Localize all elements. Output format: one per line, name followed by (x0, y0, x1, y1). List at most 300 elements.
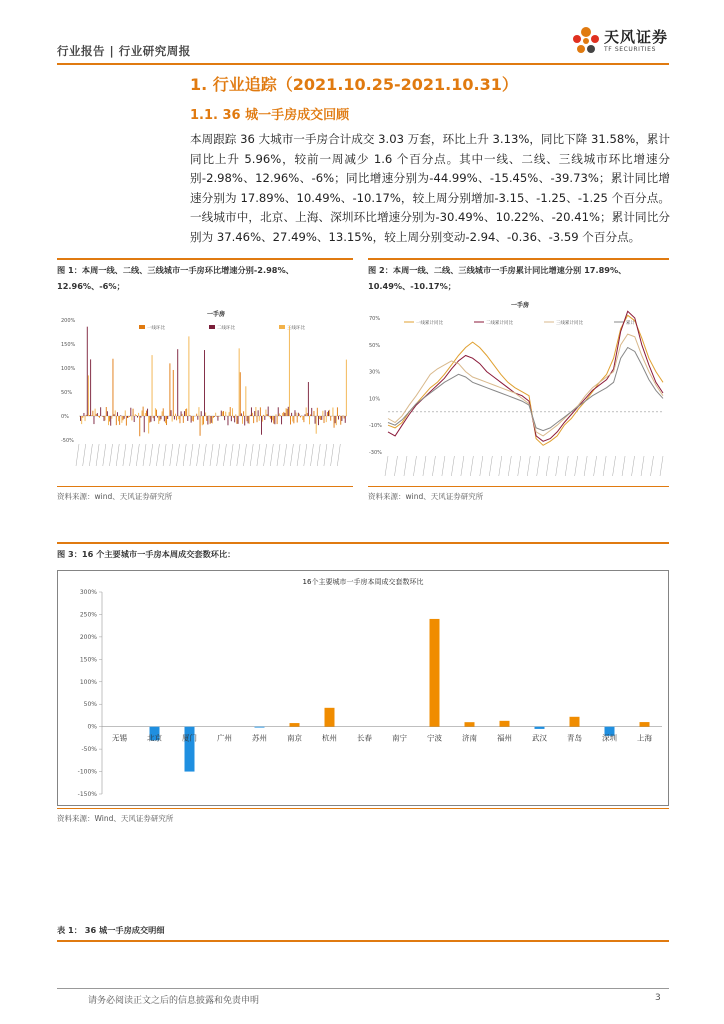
header-divider (57, 63, 669, 65)
fig2-date-tick (641, 456, 644, 476)
summary-paragraph: 本周跟踪 36 大城市一手房合计成交 3.03 万套，环比上升 3.13%，同比下降 31.58%，累计同比上升 5.96%，较前一周减少 1.6 个百分点。其中一线、二线、三线城市环比增速分别-2.98%、12.96%、-6%；同比增速分别为-44.99%、-15.45%、-39.73%；累计同比增速分别为 17.89%、10.49%、-10.17%，较上周分别增加-3.15、-1.25、-1.25 个百分点。一线城市中，北京、上海、深圳环比增速分别为-30.49%、10.22%、-20.41%；累计同比分别为 37.46%、27.49%、13.15%，较上周分别变动-2.94、-0.36、-3.59 个百分点。 (190, 132, 670, 244)
fig1-bar (125, 410, 126, 416)
fig1-date-tick (270, 444, 273, 466)
fig1-bar (219, 416, 220, 417)
fig1-bar (155, 408, 156, 416)
fig3-bar (500, 721, 510, 727)
fig1-bar (150, 416, 151, 422)
fig3-ytick-label: 300% (79, 589, 97, 596)
fig1-bar (175, 414, 176, 416)
fig1-bar (345, 416, 346, 423)
fig2-date-tick (518, 456, 521, 476)
fig1-bar (243, 411, 244, 416)
fig1-bar (344, 416, 345, 418)
fig1-bar (325, 410, 326, 416)
fig1-bar (242, 416, 243, 424)
fig1-bar (303, 416, 304, 422)
fig1-bar (114, 414, 115, 416)
figure1-source: 资料来源：wind、天风证券研究所 (57, 492, 173, 501)
fig1-bar (173, 370, 174, 416)
fig1-bar (248, 416, 249, 423)
fig3-category-label: 无锡 (112, 733, 127, 743)
fig1-bar (217, 416, 218, 421)
fig2-date-tick (404, 456, 407, 476)
fig1-bar (311, 408, 312, 416)
fig1-bar (328, 411, 329, 416)
fig3-bar (640, 722, 650, 727)
fig1-bar (158, 416, 159, 424)
fig1-ytick-label: 150% (61, 342, 76, 348)
logo-flower-icon (570, 24, 602, 58)
fig1-bar (326, 416, 327, 422)
fig2-date-tick (660, 456, 663, 476)
fig1-bar (140, 416, 141, 418)
fig2-date-tick (499, 456, 502, 476)
fig2-ytick-label: 70% (369, 316, 381, 322)
fig1-date-tick (177, 444, 180, 466)
fig1-bar (135, 414, 136, 416)
fig3-category-label: 上海 (637, 733, 652, 743)
fig1-bar (317, 408, 318, 416)
fig1-bar (178, 416, 179, 419)
fig1-date-tick (250, 444, 253, 466)
fig1-date-tick (190, 444, 193, 466)
fig1-bar (318, 416, 319, 425)
fig1-bar (215, 413, 216, 416)
figure1-top-rule (57, 258, 353, 260)
fig1-bar (117, 412, 118, 416)
fig1-bar (337, 407, 338, 416)
fig1-chart-title: 一手房 (207, 311, 226, 318)
fig1-ytick-label: 200% (61, 318, 76, 324)
figure1-chart (57, 300, 353, 482)
fig1-bar (321, 416, 322, 420)
fig1-bar (207, 416, 208, 425)
fig1-bar (86, 415, 87, 416)
fig1-bar (261, 416, 262, 435)
fig2-date-tick (537, 456, 540, 476)
fig2-ytick-label: -10% (369, 423, 382, 430)
fig1-bar (263, 415, 264, 416)
fig1-bar (191, 416, 192, 423)
fig2-date-tick (622, 456, 625, 476)
fig1-bar (324, 416, 325, 423)
figure2-chart (368, 300, 669, 482)
fig2-date-tick (489, 456, 492, 476)
fig1-bar (290, 416, 291, 424)
fig1-bar (235, 414, 236, 416)
fig1-date-tick (337, 444, 340, 466)
fig1-date-tick (156, 444, 159, 466)
fig1-bar (251, 407, 252, 416)
fig2-ytick-label: 10% (369, 396, 381, 403)
fig1-date-tick (163, 444, 166, 466)
fig1-bar (341, 416, 342, 421)
fig1-bar (282, 413, 283, 416)
fig1-bar (174, 416, 175, 419)
fig1-bar (110, 416, 111, 426)
fig1-bar (94, 416, 95, 424)
fig1-bar (299, 414, 300, 416)
fig3-bar (325, 708, 335, 727)
fig1-bar (253, 416, 254, 423)
fig1-date-tick (110, 444, 113, 466)
fig2-date-tick (461, 456, 464, 476)
fig1-bar (85, 416, 86, 421)
fig3-category-label: 南宁 (392, 733, 407, 743)
fig1-bar (257, 416, 258, 422)
fig3-bar (535, 727, 545, 729)
fig1-bar (127, 416, 128, 418)
fig3-category-label: 济南 (462, 733, 477, 743)
fig1-bar (305, 414, 306, 416)
fig1-bar (171, 410, 172, 416)
fig1-date-tick (277, 444, 280, 466)
fig1-bar (128, 416, 129, 418)
fig1-bar (287, 409, 288, 416)
fig1-bar (300, 416, 301, 417)
fig1-bar (228, 416, 229, 425)
fig3-category-label: 武汉 (532, 733, 547, 743)
fig1-bar (90, 359, 91, 416)
fig1-bar (115, 410, 116, 416)
fig1-bar (222, 412, 223, 416)
fig1-bar (314, 411, 315, 416)
fig3-ytick-label: 100% (79, 678, 97, 686)
fig1-bar (87, 327, 88, 416)
fig1-bar (262, 416, 263, 422)
fig1-ytick-label: 0% (61, 414, 69, 420)
fig1-bar (236, 416, 237, 424)
fig1-bar (254, 411, 255, 416)
fig3-category-label: 深圳 (602, 733, 617, 743)
fig1-bar (339, 415, 340, 416)
fig2-series-line (388, 334, 663, 436)
fig1-date-tick (210, 444, 213, 466)
fig1-bar (188, 336, 189, 416)
fig1-bar (193, 416, 194, 421)
fig1-date-tick (297, 444, 300, 466)
fig1-date-tick (237, 444, 240, 466)
fig1-legend-swatch (209, 325, 215, 329)
fig1-legend-label: 一线环比 (147, 326, 165, 331)
fig1-bar (206, 416, 207, 421)
fig2-date-tick (432, 456, 435, 476)
fig1-date-tick (103, 444, 106, 466)
figure2-top-rule (368, 258, 669, 260)
fig1-bar (279, 413, 280, 416)
fig1-bar (198, 407, 199, 416)
fig1-bar (310, 414, 311, 416)
report-category: 行业报告 | 行业研究周报 (57, 44, 191, 58)
fig2-chart-title: 一手房 (511, 302, 530, 309)
fig1-bar (270, 416, 271, 419)
fig1-bar (142, 410, 143, 416)
fig1-bar (278, 407, 279, 416)
fig3-chart-title: 16个主要城市一手房本周成交套数环比 (302, 578, 424, 586)
fig1-bar (283, 412, 284, 416)
fig1-bar (183, 416, 184, 423)
logo-chinese-name: 天风证券 (604, 28, 669, 46)
fig2-date-tick (603, 456, 606, 476)
fig1-bar (277, 416, 278, 424)
fig1-date-tick (311, 444, 314, 466)
fig3-category-label: 宁波 (427, 733, 442, 743)
fig1-bar (182, 414, 183, 416)
fig1-bar (211, 416, 212, 423)
fig1-bar (315, 416, 316, 424)
fig1-legend-swatch (139, 325, 145, 329)
fig1-bar (212, 416, 213, 423)
fig2-date-tick (575, 456, 578, 476)
fig1-date-tick (183, 444, 186, 466)
fig1-bar (149, 416, 150, 423)
fig1-bar (245, 386, 246, 416)
fig1-bar (316, 416, 317, 434)
fig1-bar (131, 416, 132, 420)
fig2-date-tick (651, 456, 654, 476)
figure2-bottom-rule (368, 486, 669, 487)
fig1-bar (260, 407, 261, 416)
fig3-bar (430, 619, 440, 727)
fig2-date-tick (423, 456, 426, 476)
fig1-bar (293, 416, 294, 423)
fig1-bar (213, 416, 214, 418)
fig1-bar (250, 415, 251, 416)
fig1-bar (144, 416, 145, 432)
fig1-legend-label: 二线环比 (217, 326, 235, 331)
fig1-bar (107, 411, 108, 416)
fig1-bar (338, 416, 339, 419)
fig1-bar (209, 415, 210, 416)
fig1-bar (152, 355, 153, 416)
fig1-bar (172, 416, 173, 422)
fig1-date-tick (324, 444, 327, 466)
fig1-bar (210, 416, 211, 424)
fig3-category-label: 北京 (147, 733, 162, 743)
fig1-bar (309, 416, 310, 424)
fig2-date-tick (594, 456, 597, 476)
fig1-date-tick (217, 444, 220, 466)
figure3-top-rule (57, 542, 669, 544)
fig1-date-tick (116, 444, 119, 466)
company-logo (570, 24, 670, 60)
fig1-bar (81, 416, 82, 424)
fig1-bar (334, 416, 335, 428)
figure3-source: 资料来源：Wind、天风证券研究所 (57, 814, 174, 823)
fig1-bar (106, 407, 107, 416)
fig2-date-tick (546, 456, 549, 476)
figure3-title: 图 3：16 个主要城市一手房本周成交套数环比： (57, 549, 236, 559)
fig1-bar (200, 416, 201, 436)
fig1-bar (197, 416, 198, 420)
fig1-date-tick (331, 444, 334, 466)
fig1-bar (259, 416, 260, 421)
fig1-bar (163, 408, 164, 416)
fig1-bar (302, 416, 303, 420)
fig1-bar (134, 416, 135, 422)
fig1-date-tick (230, 444, 233, 466)
fig1-bar (91, 415, 92, 416)
fig1-bar (109, 416, 110, 421)
fig1-date-tick (150, 444, 153, 466)
fig1-bar (162, 411, 163, 416)
fig1-bar (146, 411, 147, 416)
fig1-bar (165, 416, 166, 423)
fig1-date-tick (123, 444, 126, 466)
fig1-bar (306, 407, 307, 416)
fig1-bar (120, 415, 121, 416)
footer-disclaimer: 请务必阅读正文之后的信息披露和免责申明 (88, 996, 260, 1006)
fig1-bar (138, 413, 139, 416)
fig1-bar (119, 416, 120, 425)
fig2-ytick-label: 50% (369, 342, 381, 349)
fig1-bar (184, 411, 185, 416)
figure3-chart (57, 570, 669, 806)
fig3-ytick-label: 150% (79, 656, 97, 664)
fig1-bar (116, 416, 117, 425)
fig1-bar (164, 416, 165, 421)
fig1-bar (180, 416, 181, 423)
fig2-series-line (388, 315, 663, 445)
fig1-bar (111, 416, 112, 419)
fig3-ytick-label: 250% (79, 611, 97, 619)
fig1-bar (343, 415, 344, 416)
fig1-bar (169, 363, 170, 416)
fig1-date-tick (223, 444, 226, 466)
logo-english-name: TF SECURITIES (604, 46, 656, 53)
fig1-bar (203, 416, 204, 424)
fig1-bar (176, 416, 177, 420)
fig2-date-tick (527, 456, 530, 476)
fig1-bar (126, 416, 127, 426)
fig3-ytick-label: 200% (79, 633, 97, 641)
table1-top-rule (57, 940, 669, 942)
fig3-ytick-label: -150% (77, 791, 97, 798)
fig1-date-tick (264, 444, 267, 466)
fig1-bar (274, 416, 275, 424)
figure2-title: 图 2：本周一线、二线、三线城市一手房累计同比增速分别 17.89%、10.49%、-10.17%； (368, 265, 627, 291)
fig1-bar (201, 411, 202, 416)
fig1-bar (271, 416, 272, 422)
fig2-date-tick (565, 456, 568, 476)
fig1-bar (154, 416, 155, 421)
fig1-bar (105, 416, 106, 420)
fig1-bar (83, 413, 84, 416)
fig3-category-label: 苏州 (252, 733, 267, 743)
fig1-bar (249, 416, 250, 424)
fig1-bar (186, 409, 187, 416)
fig1-bar (185, 409, 186, 416)
fig1-bar (280, 415, 281, 416)
fig1-bar (161, 416, 162, 419)
fig2-date-tick (632, 456, 635, 476)
fig1-bar (214, 416, 215, 417)
fig2-date-tick (556, 456, 559, 476)
fig1-bar (247, 416, 248, 421)
fig1-bar (291, 413, 292, 416)
fig1-date-tick (76, 444, 79, 466)
fig1-bar (204, 350, 205, 416)
fig1-date-tick (284, 444, 287, 466)
fig1-bar (288, 407, 289, 416)
fig1-bar (153, 416, 154, 418)
fig1-bar (289, 326, 290, 416)
fig1-bar (121, 416, 122, 423)
fig1-bar (231, 416, 232, 421)
fig1-bar (233, 416, 234, 418)
fig1-bar (133, 409, 134, 416)
fig1-date-tick (290, 444, 293, 466)
fig2-date-tick (508, 456, 511, 476)
fig1-bar (332, 407, 333, 416)
fig1-bar (255, 407, 256, 416)
fig1-bar (330, 416, 331, 421)
fig1-bar (319, 416, 320, 419)
fig3-frame (58, 571, 669, 806)
fig1-bar (130, 408, 131, 416)
footer-divider (57, 988, 669, 989)
fig1-bar (167, 416, 168, 419)
fig1-bar (108, 416, 109, 425)
fig1-bar (295, 410, 296, 416)
fig1-date-tick (130, 444, 133, 466)
fig1-bar (225, 412, 226, 416)
fig1-bar (147, 409, 148, 416)
fig1-bar (99, 416, 100, 418)
fig1-bar (98, 416, 99, 417)
fig1-date-tick (197, 444, 200, 466)
fig2-date-tick (480, 456, 483, 476)
fig2-date-tick (442, 456, 445, 476)
fig3-ytick-label: 0% (87, 723, 97, 731)
fig1-bar (95, 409, 96, 416)
fig1-bar (196, 414, 197, 416)
fig3-ytick-label: 50% (83, 701, 97, 709)
fig1-bar (346, 360, 347, 416)
fig3-bar (570, 717, 580, 727)
fig1-bar (157, 416, 158, 418)
figure3-bottom-rule (57, 808, 669, 809)
fig1-legend-label: 三线环比 (287, 326, 305, 331)
fig1-bar (143, 407, 144, 416)
fig1-date-tick (170, 444, 173, 466)
fig1-bar (232, 408, 233, 416)
fig1-bar (118, 416, 119, 421)
fig1-bar (166, 416, 167, 425)
fig1-bar (156, 410, 157, 416)
fig3-category-label: 福州 (497, 733, 512, 743)
fig1-date-tick (203, 444, 206, 466)
fig2-date-tick (451, 456, 454, 476)
page-number: 3 (655, 993, 661, 1003)
fig1-bar (336, 416, 337, 425)
fig3-ytick-label: -50% (81, 746, 97, 754)
fig1-bar (308, 382, 309, 416)
fig2-legend-label: 二线累计同比 (486, 321, 513, 326)
fig1-bar (145, 413, 146, 416)
fig2-date-tick (613, 456, 616, 476)
fig1-bar (80, 416, 81, 421)
fig1-bar (296, 413, 297, 416)
fig1-bar (221, 411, 222, 416)
fig1-bar (267, 414, 268, 416)
fig3-ytick-label: -100% (77, 768, 97, 776)
fig1-bar (272, 416, 273, 420)
fig1-bar (216, 416, 217, 417)
fig1-bar (335, 416, 336, 423)
fig1-bar (307, 413, 308, 416)
